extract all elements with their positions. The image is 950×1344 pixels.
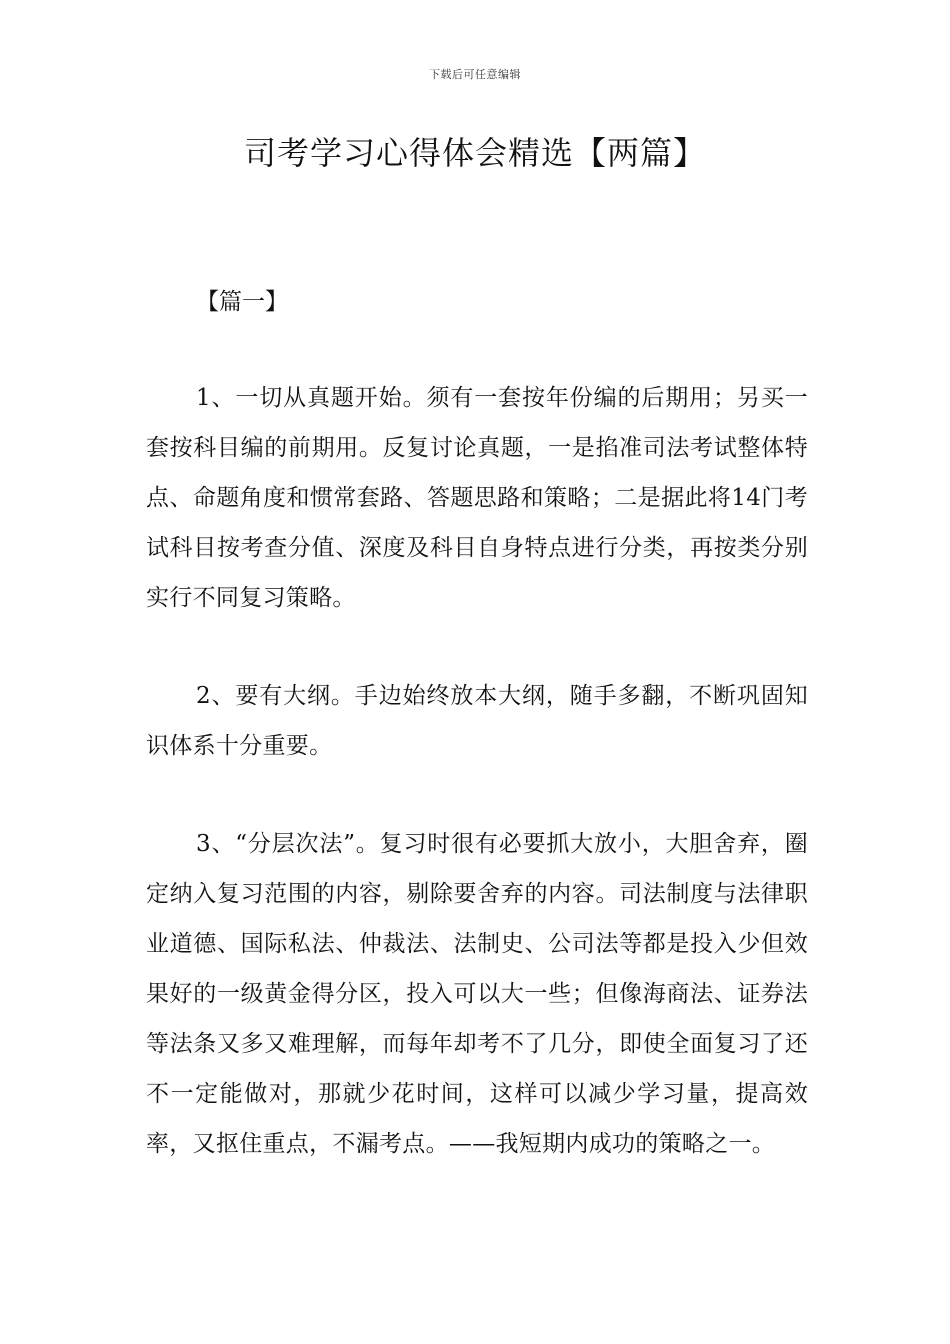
paragraph-2: 2、要有大纲。手边始终放本大纲，随手多翻，不断巩固知识体系十分重要。 [146,683,808,759]
paragraph-3: 3、“分层次法”。复习时很有必要抓大放小，大胆舍弃，圈定纳入复习范围的内容，剔除要舍弃的内容。司法制度与法律职业道德、国际私法、仲裁法、法制史、公司法等都是投入少但效果好的一级黄金得分区，投入可以大一些；但像海商法、证券法等法条又多又难理解，而每年却考不了几分，即使全面复习了还不一定能做对，那就少花时间，这样可以减少学习量，提高效率，又抠住重点，不漏考点。——我短期内成功的策略之一。 [146,831,808,1157]
section-heading: 【篇一】 [196,289,288,315]
document-title: 司考学习心得体会精选【两篇】 [243,134,706,172]
paragraph-1: 1、一切从真题开始。须有一套按年份编的后期用；另买一套按科目编的前期用。反复讨论真题，一是掐准司法考试整体特点、命题角度和惯常套路、答题思路和策略；二是据此将14门考试科目按考查分值、深度及科目自身特点进行分类，再按类分别实行不同复习策略。 [146,385,808,611]
header-note: 下载后可任意编辑 [429,68,521,81]
